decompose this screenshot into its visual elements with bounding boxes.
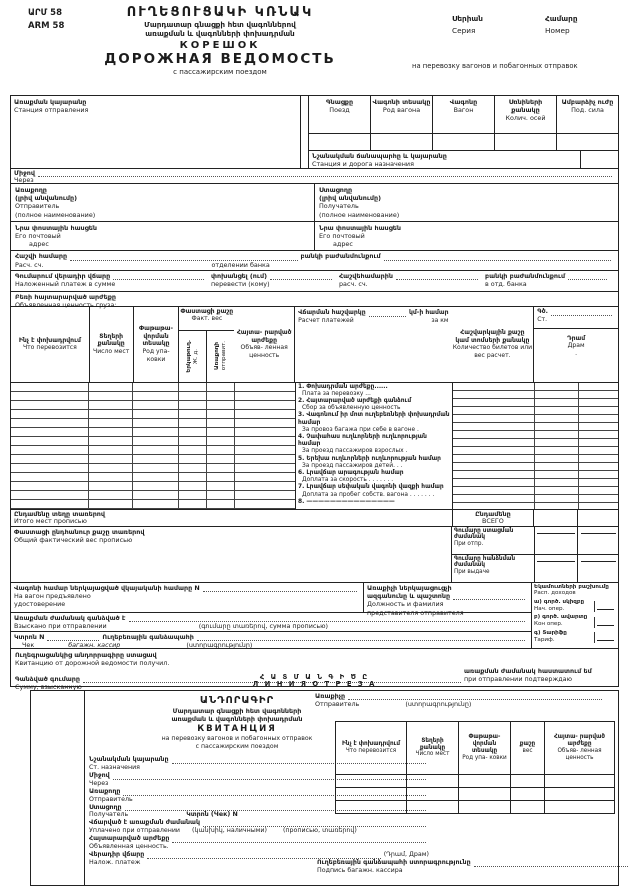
payment-calc-header: Վճարման հաշվարկը կմ-ի համար Расчет платежей за км xyxy=(294,307,451,382)
cargo-row xyxy=(11,446,295,455)
receipt-destination-field: Նշանակման կայարանը Ст. назначения xyxy=(89,756,429,772)
col-dram: Դրամ Драм . xyxy=(567,334,586,357)
cargo-row xyxy=(11,401,295,410)
fee-amount-row xyxy=(453,423,618,431)
fee-item-2: 2. Հայտարարված արժեքի գանձում Сбор за объявленную ценность xyxy=(298,398,412,412)
receipt-title-ru: КВИТАНЦИЯ xyxy=(197,723,277,734)
grand-total-cell-1 xyxy=(533,510,577,526)
cell-wagon xyxy=(433,134,495,150)
sum-at-departure: Գումարը ստացման ժամանակ При отпр. xyxy=(452,527,618,554)
collected-at-departure-field: Առաքման ժամանակ գանձված է Взыскано при отправлении (գումարը տառերով, сумма прописью) xyxy=(11,613,531,632)
cod-sum-label-hy: Գումարում վերադիր վճարը xyxy=(15,271,111,280)
receipt-col-weight: քաշը вес xyxy=(510,722,544,774)
spacer-column xyxy=(301,96,309,168)
title-russian: ДОРОЖНАЯ ВЕДОМОСТЬ xyxy=(104,50,336,67)
col-capacity: Ամբարձիչ ուժը Под. сила xyxy=(561,98,614,114)
receipt-col-what: Ինչ է փոխադրվում Что перевозится xyxy=(342,741,400,754)
cell-wagon-type xyxy=(371,134,433,150)
collected-sum-label-hy: Գանձված գումարը xyxy=(15,674,80,683)
fee-item-1: 1. Փոխադրման արժեքը...... Плата за перевозку ... xyxy=(298,383,388,397)
sum-at-delivery: Գումարը հանձնման ժամանակ При выдаче xyxy=(452,554,618,582)
receipt-table-row xyxy=(336,774,614,787)
series-field xyxy=(452,13,483,36)
cargo-row xyxy=(11,455,295,464)
receiver-field xyxy=(314,184,618,221)
number-field xyxy=(545,13,578,36)
form-code-lat: ARM 58 xyxy=(28,21,65,32)
subtitle-armenian-1: Մարդատար գնացքի հետ վագոններով xyxy=(144,20,296,29)
fee-item-8: 8. ——————————————— xyxy=(298,498,395,505)
destination-field xyxy=(309,151,618,168)
receipt-received-label-ru: Квитанцию от дорожной ведомости получил. xyxy=(15,658,170,667)
col-wagon-type: Վագոնի տեսակը Род вагона xyxy=(371,96,433,133)
bank-label-ru: отделении банка xyxy=(211,260,270,269)
departure-station-label-ru: Станция отправления xyxy=(14,106,89,114)
cargo-row xyxy=(11,500,295,509)
parties-section xyxy=(11,183,618,221)
cargo-row xyxy=(11,482,295,491)
cargo-rows xyxy=(11,383,295,509)
series-label-ru: Серия xyxy=(452,25,476,35)
operation-end-field: բ) գործ. ավարտը Кон опер. xyxy=(534,614,616,627)
bank-account-field xyxy=(11,250,618,270)
cargo-table-header xyxy=(11,306,618,382)
declared-value-field: Բեռի հայտարարված արժեքը Объявленная ценность груза: xyxy=(11,291,618,306)
cod-transfer-label-hy: փոխանցել (ում) xyxy=(211,271,267,280)
cell-capacity xyxy=(557,134,618,150)
cut-line xyxy=(10,674,619,688)
receipt-sender-field: Առաքողը Отправитель xyxy=(89,788,429,804)
fee-item-7: 7. Լրավճար սեփական վագոնի վազքի համար Доплата за пробег собств. вагона . . . . . . . xyxy=(298,484,444,498)
total-weight-label-ru: Общий фактический вес прописью xyxy=(14,535,133,544)
fee-amount-row xyxy=(453,471,618,479)
receipt-col-places: Տեղերի քանակը Число мест xyxy=(406,722,458,774)
title-russian-stub: КОРЕШОК xyxy=(179,39,261,51)
receipt-receiver-field: Ստացողը Получатель Կտրոն (Чек) N xyxy=(89,803,429,819)
receipt-received-label-hy: Ուղեգրացանկից անդորրագիրը ստացավ xyxy=(15,650,157,659)
total-weight-label-hy: Փաստացի ընդհանուր քաշը տառերով xyxy=(14,527,145,536)
number-label-hy: Համարը xyxy=(545,14,578,23)
col-weight-sender: Առաքողի отправит. xyxy=(206,331,234,382)
receiver-label-hy: Ստացողը xyxy=(319,186,353,194)
fee-amount-row xyxy=(453,495,618,503)
fee-amount-row xyxy=(453,439,618,447)
departure-station-label-hy: Առաքման կայարանը xyxy=(14,98,87,106)
cod-bank-label-ru: в отд. банка xyxy=(485,280,527,289)
via-label-hy: Միջով xyxy=(14,168,35,177)
subtitle-russian: с пассажирским поездом xyxy=(173,67,267,76)
receiver-label-ru: Получатель xyxy=(319,202,359,211)
sender-representative-field: Առաքիչի ներկայացուցչի ազգանունը և պաշտոնը Должность и фамилия представителя отправителя xyxy=(363,583,531,612)
fee-amount-row xyxy=(453,399,618,407)
col-actual-weight: Փաստացի քաշը Факт. вес Երկաթուղ. Ж. д. Առաքողի отправит. xyxy=(178,307,234,382)
fee-item-4: 4. Չափահաս ուղևորների ուղևորության համար За проезд пассажиров взрослых . xyxy=(298,434,427,455)
fee-amount-row xyxy=(453,383,618,391)
bank-label-hy: բանկի բաժանմունքում xyxy=(300,252,381,261)
total-places-label-hy: Ընդամենը տեղը տառերով xyxy=(14,509,106,518)
train-columns xyxy=(309,96,618,168)
fee-amount-row xyxy=(453,447,618,455)
fee-amount-row xyxy=(453,479,618,487)
confirm-at-departure-label: առաքման ժամանակ հաստատում եմ при отправлении подтверждаю xyxy=(464,667,592,684)
postal-section xyxy=(11,221,618,251)
grand-total-label: Ընդամենը ВСЕГО xyxy=(452,510,534,526)
cod-section xyxy=(11,270,618,291)
receiver-postal-field: Նրա փոստային հասցեն Его почтовый адрес xyxy=(314,222,618,251)
income-distribution-block: Եկամուտների բաշխումը Расп. доходов ա) գործ. սկիզբը Нач. опер. բ) գործ. ավարտը Кон опер. գ) Տարիֆը Тариф. xyxy=(531,583,618,648)
sender-field xyxy=(11,184,314,221)
cell-axles xyxy=(495,134,557,150)
wagon-certificate-field: Վագոնի համար ներկայացված վկայականի համարը N На вагон предъявлено удостоверение xyxy=(11,583,363,612)
account-fill-line xyxy=(70,253,297,261)
bank-fill-line xyxy=(384,253,611,261)
fee-amount-rows xyxy=(452,383,618,509)
cargo-row xyxy=(11,410,295,419)
number-label-ru: Номер xyxy=(545,25,570,35)
operation-start-field: ա) գործ. սկիզբը Нач. опер. xyxy=(534,599,616,612)
col-weight-railway: Երկաթուղ. Ж. д. xyxy=(186,339,199,373)
receipt-declared-field: Հայտարարված արժեքը Объявленная ценность. xyxy=(89,835,429,851)
col-what: Ինչ է փոխադրվում Что перевозится xyxy=(18,336,81,352)
sender-note-hy: (լրիվ անվանումը) xyxy=(15,194,78,203)
col-packing: Փաթաթա-վորման տեսակը Род упа-ковки xyxy=(133,307,179,382)
fee-amount-row xyxy=(453,391,618,399)
account-label-hy: Հաշվի համարը xyxy=(15,252,68,261)
receipt-col-packing: Փաթաթա- վորման տեսակը Род упа- ковки xyxy=(458,722,510,774)
destination-label-hy: Նշանակման ճանապարհը և կայարանը xyxy=(312,152,447,160)
form-code-hy: ԱՐՄ 58 xyxy=(28,8,62,18)
train-values-row xyxy=(309,134,618,151)
col-places: Տեղերի քանակը Число мест xyxy=(89,307,133,382)
fee-item-3: 3. Վագոնում իր մոտ ուղեբեռների փոխադրման համար За провоз багажа при себе в вагоне . xyxy=(298,412,450,433)
fee-items-list xyxy=(295,383,452,509)
fee-amount-row xyxy=(453,455,618,463)
col-train: Գնացքը Поезд xyxy=(309,96,371,133)
receipt-check-number: Կտրոն (Чек) N xyxy=(186,811,238,819)
departure-station-field xyxy=(11,96,301,168)
receipt-table-row xyxy=(336,800,614,813)
col-axles: Սռնիների քանակը Колич. осей xyxy=(495,96,557,133)
total-places-label-ru: Итого мест прописью xyxy=(14,517,87,526)
cell-train xyxy=(309,134,371,150)
fee-amount-row xyxy=(453,415,618,423)
cargo-row xyxy=(11,383,295,392)
receipt-section xyxy=(30,690,619,886)
receipt-via-field: Միջով Через xyxy=(89,772,429,788)
destination-label-ru: Станция и дорога назначения xyxy=(312,160,414,168)
col-qty-or-weight: Հաշվարկային քաշը կամ տոմսերի քանակը Количество билетов или вес расчет. xyxy=(452,328,533,359)
cargo-row xyxy=(11,491,295,500)
check-number-field: Կտրոն N Ուղեբեռային գանձապահի Чек багажн. кассир (ստորագրությունը) xyxy=(11,632,531,651)
cargo-row xyxy=(11,437,295,446)
cod-sum-label-ru: Наложенный платеж в сумме xyxy=(15,280,116,289)
title-note-russian: на перевозку вагонов и побагонных отправок xyxy=(412,62,578,70)
series-label-hy: Սերիան xyxy=(452,14,483,23)
cut-line-ru: Л И Н И Я О Т Р Е З А xyxy=(252,680,377,689)
cod-account-label-ru: расч. сч. xyxy=(339,280,368,289)
fee-amount-row xyxy=(453,463,618,471)
fee-item-6: 6. Լրավճար արագության համար Доплата за скорость . . . . . . . xyxy=(298,470,404,484)
collected-sum-label-ru: Сумму, взысканную xyxy=(15,683,82,692)
cargo-table-body xyxy=(11,382,618,509)
cargo-row xyxy=(11,464,295,473)
receipt-table-rows xyxy=(336,774,614,813)
account-label-ru: Расч. сч. xyxy=(15,260,44,269)
grand-total-cell-2 xyxy=(577,510,618,526)
cargo-row xyxy=(11,473,295,482)
fee-amount-row xyxy=(453,503,618,509)
col-declared-value: Հայտա- րարված արժեքը Объяв- ленная ценность xyxy=(236,328,292,359)
cargo-row xyxy=(11,392,295,401)
binding-stub-column xyxy=(31,691,85,885)
receipt-col-declared: Հայտա- րարված արժեքը Объяв- ленная ценность xyxy=(544,722,614,774)
fee-amount-row xyxy=(453,487,618,495)
sender-note-ru: (полное наименование) xyxy=(15,210,96,219)
via-label-ru: Через xyxy=(14,176,34,184)
receiver-note-hy: (լրիվ անվանումը) xyxy=(319,194,382,203)
cashier-signature-field: Ուղեբեռային գանձապահի ստորագրությունը Подпись багажн. кассира xyxy=(317,859,629,875)
cargo-row xyxy=(11,428,295,437)
cut-line-hy: Հ Ա Տ Մ Ա Ն Գ Ի Ծ Ը xyxy=(259,673,370,681)
totals-weight-row xyxy=(11,526,618,582)
certificate-band xyxy=(11,582,618,648)
receipt-paid-field: Վճարված է առաքման ժամանակ Уплачено при отправлении (կանխիկ, наличными) (прописью, տառերով) xyxy=(89,819,429,835)
sender-signature-field: Առաքիչը Отправитель (ստորագրությունը) xyxy=(315,692,605,709)
cod-bank-label-hy: բանկի բաժանմունքում xyxy=(485,271,566,280)
form-header xyxy=(0,0,629,92)
receipt-header: ԱՆԴՈՐԱԳԻՐ Մարդատար գնացքի հետ վագոնների առաքման և վագոնների փոխադրման КВИТАНЦИЯ на перевозку вагонов и побагонных отправок с пассажирским поездом xyxy=(117,694,357,751)
via-fill-line xyxy=(38,169,612,177)
train-column-headers xyxy=(309,96,618,134)
receipt-table-header xyxy=(336,722,614,774)
sender-label-hy: Առաքողը xyxy=(15,186,47,194)
cargo-row xyxy=(11,419,295,428)
receipt-cargo-table xyxy=(335,721,615,814)
via-field xyxy=(11,168,618,183)
fee-amount-row xyxy=(453,407,618,415)
fee-item-5: 5. Երեխա ուղևորների ուղևորության համար За проезд пассажиров детей. . . xyxy=(298,455,441,469)
cod-account-label-hy: Հաշվեհամարին xyxy=(339,271,393,280)
totals-places-row xyxy=(11,509,618,526)
destination-code-cell xyxy=(580,151,618,168)
receipt-cod-field: Վերադիր վճարը (Դրամ, Драм) Налож. платеж xyxy=(89,851,429,866)
sender-label-ru: Отправитель xyxy=(15,202,60,211)
sender-postal-field: Նրա փոստային հասցեն Его почтовый адрес xyxy=(15,223,97,249)
cod-transfer-label-ru: перевести (кому) xyxy=(211,280,270,289)
col-wagon: Վագոնը Вагон xyxy=(433,96,495,133)
subtitle-armenian-2: առաքման և վագոնների փոխադրման xyxy=(145,29,295,39)
title-armenian: ՈՒՂԵՑՈՒՑԱԿԻ ԿՌՆԱԿ xyxy=(126,5,314,20)
col-amount: Գծ. Ст. Դրամ Драм . xyxy=(533,307,618,382)
tariff-field: գ) Տարիֆը Тариф. xyxy=(534,630,616,643)
receipt-title-hy: ԱՆԴՈՐԱԳԻՐ xyxy=(199,695,275,706)
receiver-note-ru: (полное наименование) xyxy=(319,210,400,219)
fee-amount-row xyxy=(453,431,618,439)
receipt-table-row xyxy=(336,787,614,800)
station-train-section xyxy=(11,96,618,168)
title-block xyxy=(40,5,400,76)
